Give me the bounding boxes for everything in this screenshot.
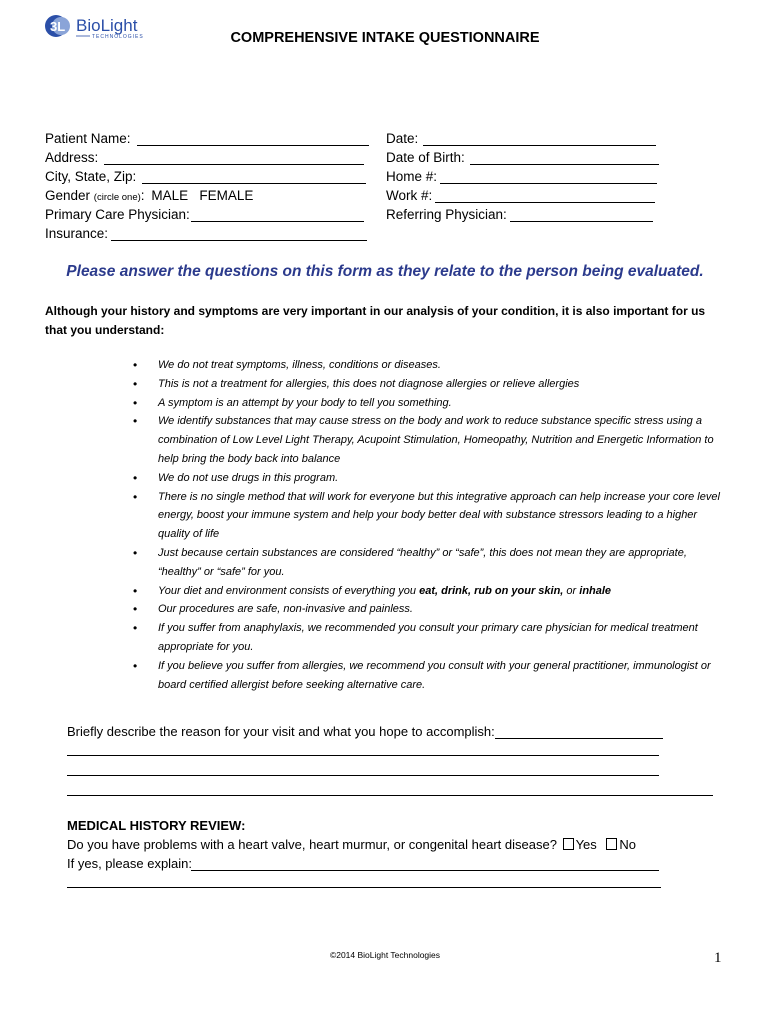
reason-field[interactable] [67, 722, 727, 741]
logo-subtext: TECHNOLOGIES [92, 34, 144, 40]
yes-label: Yes [575, 837, 597, 852]
bullet-icon: • [133, 395, 138, 410]
list-item: • If you suffer from anaphylaxis, we recommended you consult your primary care physician for medical treatment appropriate for you. [133, 621, 698, 653]
home-phone-field[interactable] [386, 167, 666, 186]
bullet-icon: • [133, 621, 138, 636]
reason-label: Briefly describe the reason for your visit and what you hope to accomplish: [67, 724, 495, 739]
evaluation-notice: Please answer the questions on this form as they relate to the person being evaluated. [66, 263, 704, 280]
insurance-line[interactable] [111, 227, 367, 241]
date-field[interactable] [386, 129, 666, 148]
patient-name-line[interactable] [137, 132, 369, 146]
reason-line[interactable] [67, 761, 659, 776]
primary-care-line[interactable] [191, 208, 364, 222]
explain-line[interactable] [67, 873, 661, 888]
gender-field[interactable] [45, 186, 375, 205]
list-item: • We do not treat symptoms, illness, conditions or diseases. [130, 356, 730, 375]
footer-copyright: ©2014 BioLight Technologies [329, 950, 441, 960]
bullet-icon: • [133, 414, 138, 429]
bullet-icon: • [133, 358, 138, 372]
home-phone-label: Home #: [386, 169, 438, 184]
gender-label: Gender [45, 188, 91, 203]
city-state-zip-field[interactable] [45, 167, 375, 186]
explain-line[interactable] [191, 857, 659, 871]
primary-care-label: Primary Care Physician: [45, 207, 190, 222]
work-phone-line[interactable] [435, 189, 655, 203]
date-line[interactable] [423, 132, 656, 146]
dob-field[interactable] [386, 148, 666, 167]
intro-text: Although your history and symptoms are very important in our analysis of your condition, it is also important for us that you understand: [45, 304, 706, 337]
dob-line[interactable] [470, 151, 659, 165]
address-line[interactable] [104, 151, 364, 165]
explain-field[interactable] [67, 854, 727, 873]
work-phone-field[interactable] [386, 186, 666, 205]
medical-history-section [67, 816, 727, 893]
bullet-icon: • [133, 658, 138, 673]
referring-label: Referring Physician: [386, 207, 507, 222]
reason-line[interactable] [495, 725, 663, 739]
patient-info-right [386, 129, 666, 224]
no-label: No [619, 837, 637, 852]
list-item: • If you believe you suffer from allergies, we recommend you consult with your general practitioner, immunologist or board certified allergist before seeking alternative care. [133, 658, 711, 691]
dob-label: Date of Birth: [386, 150, 465, 165]
referring-line[interactable] [510, 208, 653, 222]
work-phone-label: Work #: [386, 188, 433, 203]
page-number: 1 [714, 950, 722, 966]
address-label: Address: [45, 150, 99, 165]
bullet-icon: • [133, 545, 138, 560]
reason-section [67, 722, 727, 801]
list-item: • We do not use drugs in this program. [130, 469, 730, 488]
list-item: • We identify substances that may cause stress on the body and work to reduce substance specific stress using a combination of Low Level Light Therapy, Acupoint Stimulation, Homeopathy, Nutrition and Energetic Information to help bring the body back into balance [133, 414, 714, 465]
list-item-diet: • Your diet and environment consists of everything you eat, drink, rub on your skin, or inhale [130, 582, 730, 601]
heart-question [67, 835, 727, 854]
logo-text: BioLight [76, 16, 138, 35]
patient-info-left [45, 129, 375, 243]
bullet-icon: • [133, 583, 138, 598]
bullet-icon: • [133, 376, 138, 391]
yes-checkbox[interactable] [563, 838, 574, 850]
gender-options[interactable]: MALE FEMALE [151, 188, 254, 203]
bullet-icon: • [133, 489, 138, 504]
primary-care-field[interactable] [45, 205, 375, 224]
heart-question-text: Do you have problems with a heart valve, heart murmur, or congenital heart disease? [67, 837, 557, 852]
insurance-field[interactable] [45, 224, 375, 243]
list-item: • Our procedures are safe, non-invasive and painless. [130, 600, 730, 619]
no-checkbox[interactable] [606, 838, 617, 850]
reason-line[interactable] [67, 741, 659, 756]
explain-label: If yes, please explain: [67, 856, 193, 871]
page-title: COMPREHENSIVE INTAKE QUESTIONNAIRE [230, 30, 540, 46]
insurance-label: Insurance: [45, 226, 109, 241]
disclaimer-list [130, 356, 730, 694]
bullet-icon: • [133, 470, 138, 485]
city-state-zip-line[interactable] [142, 170, 366, 184]
patient-name-field[interactable] [45, 129, 375, 148]
address-field[interactable] [45, 148, 375, 167]
svg-text:3L: 3L [50, 19, 66, 34]
bullet-icon: • [133, 602, 138, 617]
list-item: • Just because certain substances are considered “healthy” or “safe”, this does not mean they are appropriate, “healthy” or “safe” for you. [133, 545, 687, 578]
patient-name-label: Patient Name: [45, 131, 131, 146]
gender-colon: : [140, 188, 145, 203]
gender-hint: (circle one) [93, 192, 141, 203]
city-state-zip-label: City, State, Zip: [45, 169, 137, 184]
list-item: • There is no single method that will work for everyone but this integrative approach can help increase your core level energy, boost your immune system and help your body better deal with substance stressors leading to a higher quality of life [133, 489, 720, 541]
medical-history-heading: MEDICAL HISTORY REVIEW: [67, 818, 246, 833]
home-phone-line[interactable] [440, 170, 657, 184]
referring-field[interactable] [386, 205, 666, 224]
reason-line[interactable] [67, 781, 713, 796]
list-item: • This is not a treatment for allergies, this does not diagnose allergies or relieve allergies [130, 375, 730, 394]
list-item: • A symptom is an attempt by your body to tell you something. [130, 394, 730, 413]
date-label: Date: [386, 131, 419, 146]
